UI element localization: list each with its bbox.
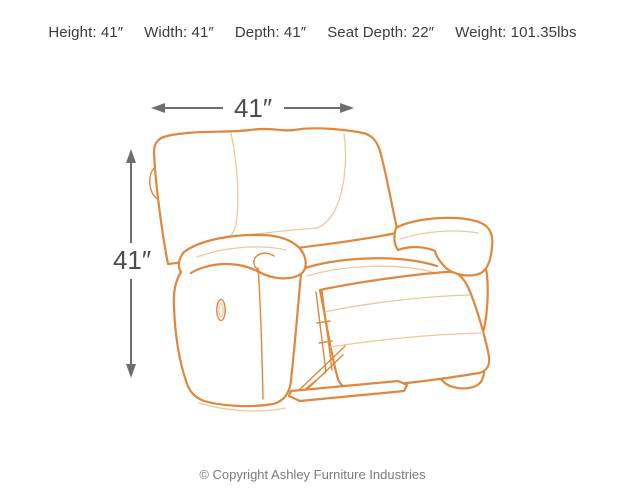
left-arm-and-panel — [174, 235, 306, 411]
seat-cushion — [302, 258, 437, 276]
spec-width: Width: 41″ — [144, 24, 214, 41]
left-arm-outline — [174, 235, 306, 406]
height-dimension-label: 41″ — [112, 245, 152, 275]
width-dimension-label: 41″ — [233, 93, 273, 123]
seat-front-edge — [302, 258, 437, 269]
spec-depth: Depth: 41″ — [234, 24, 307, 41]
recliner-line-art — [150, 128, 493, 411]
spec-height: Height: 41″ — [48, 24, 124, 41]
width-dimension-arrow — [151, 93, 354, 123]
footrest-outline — [320, 272, 489, 388]
height-dimension-arrow — [113, 149, 151, 378]
spec-weight: Weight: 101.35lbs — [455, 24, 577, 41]
right-arm-outline — [394, 218, 492, 276]
spec-seat-depth: Seat Depth: 22″ — [327, 24, 435, 41]
footrest — [320, 272, 489, 388]
right-arm — [394, 218, 492, 276]
copyright-text: © Copyright Ashley Furniture Industries — [199, 467, 426, 482]
